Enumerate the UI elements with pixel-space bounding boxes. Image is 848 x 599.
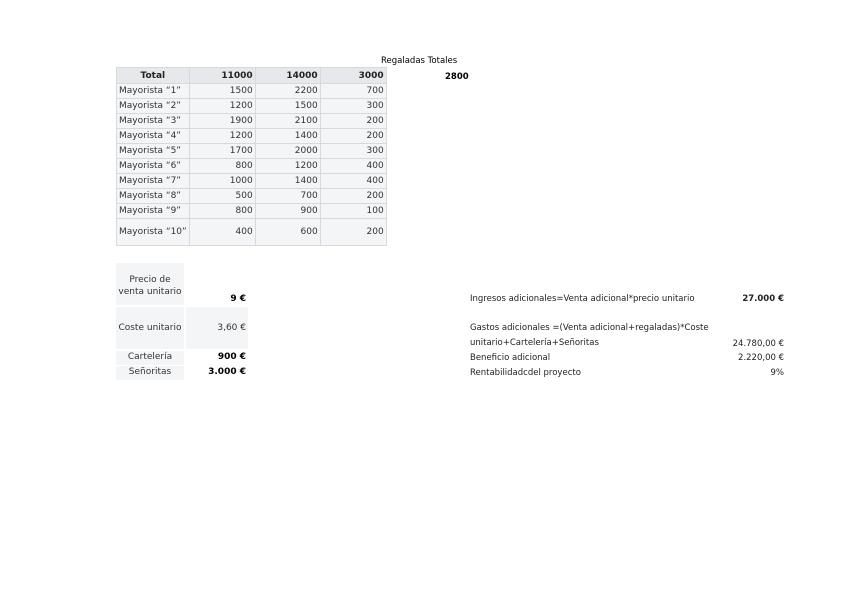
table-cell: 2000 — [255, 144, 320, 159]
precio-venta-label-1: Precio de — [129, 275, 171, 285]
mayorista-name: Mayorista “7” — [117, 174, 190, 189]
table-cell: 2200 — [255, 84, 320, 99]
table-cell: 600 — [255, 219, 320, 246]
table-cell: 400 — [320, 159, 386, 174]
mayorista-name: Mayorista “5” — [117, 144, 190, 159]
regaladas-totales-label: Regaladas Totales — [381, 56, 458, 66]
coste-unitario-label: Coste unitario — [118, 323, 182, 333]
senoritas-value: 3.000 € — [208, 367, 246, 377]
gastos-label-line2: unitario+Cartelería+Señoritas — [470, 338, 599, 348]
table-cell: 700 — [320, 84, 386, 99]
table-cell: 800 — [189, 159, 255, 174]
table-cell: 200 — [320, 129, 386, 144]
table-cell: 300 — [320, 99, 386, 114]
table-row — [117, 159, 387, 174]
table-cell: 1500 — [255, 99, 320, 114]
table-cell: 1400 — [255, 174, 320, 189]
table-cell: 1000 — [189, 174, 255, 189]
senoritas-cell — [116, 366, 184, 380]
regaladas-totales-value: 2800 — [445, 72, 469, 82]
coste-unitario-cell — [116, 307, 184, 349]
table-cell: 1500 — [189, 84, 255, 99]
mayorista-name: Mayorista “10” — [117, 219, 190, 246]
mayoristas-table — [116, 67, 387, 246]
table-row — [117, 99, 387, 114]
mayorista-name: Mayorista “2” — [117, 99, 190, 114]
table-row — [117, 129, 387, 144]
precio-venta-label-2: venta unitario — [118, 287, 182, 297]
rentabilidad-value: 9% — [770, 368, 784, 378]
table-cell: 1200 — [189, 99, 255, 114]
carteleria-cell — [116, 351, 184, 365]
table-cell: 700 — [255, 189, 320, 204]
table-cell: 900 — [255, 204, 320, 219]
rentabilidad-label: Rentabilidadcdel proyecto — [470, 368, 581, 378]
table-row — [117, 189, 387, 204]
table-row — [117, 144, 387, 159]
ingresos-value: 27.000 € — [742, 294, 784, 304]
table-cell: 1700 — [189, 144, 255, 159]
mayorista-name: Mayorista “1” — [117, 84, 190, 99]
senoritas-label: Señoritas — [128, 367, 172, 377]
table-cell: 1900 — [189, 114, 255, 129]
gastos-label-line1: Gastos adicionales =(Venta adicional+regaladas)*Coste — [470, 323, 709, 333]
table-cell: 1400 — [255, 129, 320, 144]
table-header-cell: Total — [117, 68, 190, 84]
coste-unitario-value-cell — [186, 307, 248, 349]
table-header-cell: 11000 — [189, 68, 255, 84]
beneficio-label: Beneficio adicional — [470, 353, 551, 363]
table-cell: 300 — [320, 144, 386, 159]
mayorista-name: Mayorista “3” — [117, 114, 190, 129]
mayorista-name: Mayorista “9” — [117, 204, 190, 219]
carteleria-label: Cartelería — [127, 352, 173, 362]
table-cell: 400 — [189, 219, 255, 246]
table-row — [117, 114, 387, 129]
mayorista-name: Mayorista “6” — [117, 159, 190, 174]
mayorista-name: Mayorista “4” — [117, 129, 190, 144]
table-header-cell: 14000 — [255, 68, 320, 84]
precio-venta-value: 9 € — [230, 294, 246, 304]
table-cell: 800 — [189, 204, 255, 219]
table-row — [117, 84, 387, 99]
table-cell: 200 — [320, 219, 386, 246]
table-header-row — [117, 68, 387, 84]
gastos-value: 24.780,00 € — [732, 339, 784, 349]
table-cell: 200 — [320, 189, 386, 204]
table-cell: 400 — [320, 174, 386, 189]
mayorista-name: Mayorista “8” — [117, 189, 190, 204]
table-cell: 1200 — [255, 159, 320, 174]
table-row — [117, 174, 387, 189]
carteleria-value: 900 € — [217, 352, 246, 362]
precio-venta-cell — [116, 263, 184, 305]
table-header-cell: 3000 — [320, 68, 386, 84]
table-row — [117, 219, 387, 246]
table-cell: 500 — [189, 189, 255, 204]
table-cell: 2100 — [255, 114, 320, 129]
coste-unitario-value: 3,60 € — [217, 323, 246, 333]
table-cell: 100 — [320, 204, 386, 219]
table-cell: 200 — [320, 114, 386, 129]
ingresos-label: Ingresos adicionales=Venta adicional*precio unitario — [470, 294, 695, 304]
table-cell: 1200 — [189, 129, 255, 144]
table-row — [117, 204, 387, 219]
beneficio-value: 2.220,00 € — [738, 353, 784, 363]
